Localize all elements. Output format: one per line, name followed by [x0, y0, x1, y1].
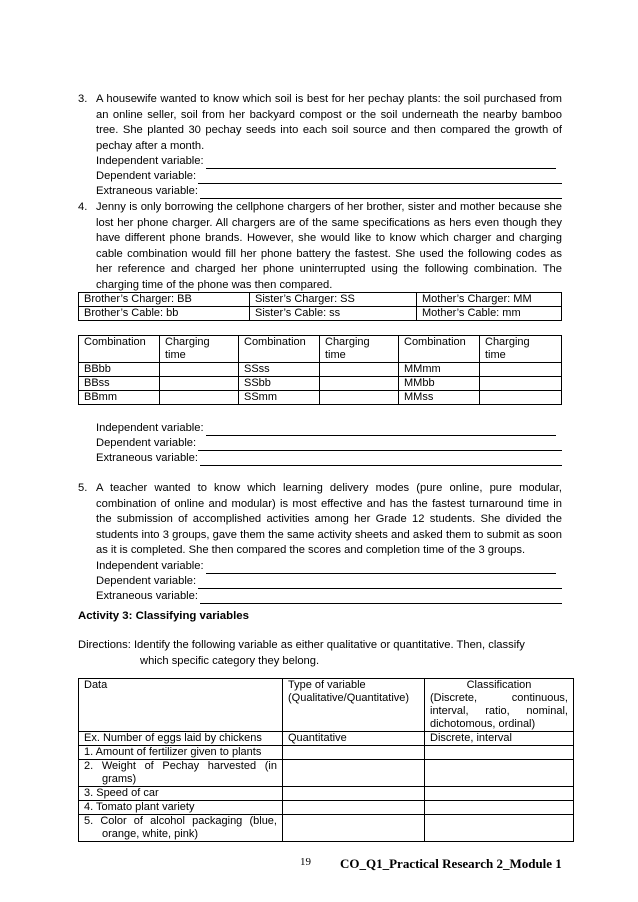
independent-variable-label: Independent variable: [96, 422, 204, 434]
table-cell: Mother’s Charger: MM [417, 293, 562, 307]
independent-variable-line[interactable] [96, 559, 562, 574]
dependent-variable-line[interactable] [96, 574, 562, 589]
classification-answer-cell[interactable] [425, 760, 574, 787]
charging-time-cell[interactable] [160, 363, 239, 377]
combination-cell: BBbb [79, 363, 160, 377]
dependent-variable-label: Dependent variable: [96, 170, 197, 182]
combination-cell: BBmm [79, 391, 160, 405]
column-header: Combination [399, 336, 480, 363]
charging-time-cell[interactable] [320, 377, 399, 391]
extraneous-variable-label: Extraneous variable: [96, 452, 198, 464]
independent-variable-label: Independent variable: [96, 155, 204, 167]
question-number: 5. [78, 482, 88, 494]
activity-directions [78, 637, 562, 669]
activity-title: Activity 3: Classifying variables [78, 610, 249, 622]
data-cell: Ex. Number of eggs laid by chickens [79, 732, 283, 746]
table-row [79, 787, 574, 801]
column-header-classification: Classification (Discrete, continuous, interval, ratio, nominal, dichotomous, ordinal) [425, 679, 574, 732]
independent-variable-label: Independent variable: [96, 559, 204, 572]
table-row [79, 815, 574, 842]
combination-cell: SSss [239, 363, 320, 377]
table-cell: Sister’s Charger: SS [250, 293, 417, 307]
table-row [79, 391, 562, 405]
type-answer-cell[interactable] [283, 815, 425, 842]
table-header-row [79, 679, 574, 732]
table-row [79, 760, 574, 787]
table-row [79, 801, 574, 815]
table-row [79, 377, 562, 391]
type-answer-cell[interactable] [283, 801, 425, 815]
extraneous-variable-line[interactable] [96, 451, 562, 466]
column-header: Charging time [480, 336, 562, 363]
column-header: Combination [239, 336, 320, 363]
question-5 [78, 481, 562, 604]
extraneous-variable-line[interactable] [96, 589, 562, 604]
column-header: Charging time [160, 336, 239, 363]
column-header-data: Data [79, 679, 283, 732]
table-cell: Brother’s Cable: bb [79, 307, 250, 321]
charger-codes-table [78, 292, 562, 321]
table-row [79, 293, 562, 307]
charging-time-cell[interactable] [480, 391, 562, 405]
data-cell: 3. Speed of car [79, 787, 283, 801]
classification-table [78, 678, 574, 842]
page-number: 19 [300, 856, 311, 868]
table-header-row [79, 336, 562, 363]
data-cell: 2. Weight of Pechay harvested (in grams) [79, 760, 283, 787]
charging-time-cell[interactable] [480, 377, 562, 391]
column-header: Charging time [320, 336, 399, 363]
dependent-variable-label: Dependent variable: [96, 574, 197, 587]
combination-cell: MMss [399, 391, 480, 405]
classification-answer-cell[interactable] [425, 787, 574, 801]
dependent-variable-label: Dependent variable: [96, 437, 197, 449]
table-cell: Brother’s Charger: BB [79, 293, 250, 307]
directions-line: which specific category they belong. [140, 655, 320, 667]
type-answer-cell[interactable] [283, 746, 425, 760]
type-cell: Quantitative [283, 732, 425, 746]
extraneous-variable-line[interactable] [96, 184, 562, 199]
table-row [79, 746, 574, 760]
question-number: 4. [78, 201, 88, 213]
combination-cell: MMmm [399, 363, 480, 377]
type-answer-cell[interactable] [283, 787, 425, 801]
independent-variable-line[interactable] [96, 154, 562, 169]
charging-time-cell[interactable] [320, 363, 399, 377]
data-cell: 4. Tomato plant variety [79, 801, 283, 815]
table-row [79, 307, 562, 321]
question-4 [78, 200, 562, 293]
combination-cell: SSbb [239, 377, 320, 391]
dependent-variable-line[interactable] [96, 436, 562, 451]
classification-answer-cell[interactable] [425, 815, 574, 842]
charging-time-cell[interactable] [320, 391, 399, 405]
question-text: A housewife wanted to know which soil is best for her pechay plants: the soil purchased from an online seller, soil from her backyard compost or the soil underneath the nearby bamboo tree. She planted 30 pechay seeds into each soil source and then compared the growth of pechay after a month. [96, 93, 562, 152]
column-header-type: Type of variable (Qualitative/Quantitative) [283, 679, 425, 732]
charging-time-cell[interactable] [480, 363, 562, 377]
combination-cell: MMbb [399, 377, 480, 391]
directions-line: Directions: Identify the following variable as either qualitative or quantitative. Then, classify [78, 639, 525, 651]
classification-answer-cell[interactable] [425, 801, 574, 815]
extraneous-variable-label: Extraneous variable: [96, 185, 198, 197]
combination-cell: BBss [79, 377, 160, 391]
question-3 [78, 92, 562, 199]
type-answer-cell[interactable] [283, 760, 425, 787]
table-row [79, 363, 562, 377]
data-cell: 1. Amount of fertilizer given to plants [79, 746, 283, 760]
table-cell: Sister’s Cable: ss [250, 307, 417, 321]
charging-time-cell[interactable] [160, 377, 239, 391]
question-number: 3. [78, 93, 88, 105]
independent-variable-line[interactable] [96, 421, 562, 436]
classification-cell: Discrete, interval [425, 732, 574, 746]
dependent-variable-line[interactable] [96, 169, 562, 184]
question-text: Jenny is only borrowing the cellphone chargers of her brother, sister and mother because she lost her phone charger. All chargers are of the same specifications as hers even though they have different phone brands. However, she would like to know which charger and charging cable combination would fill her phone battery the fastest. She used the following codes as her reference and charged her phone uninterrupted using the following combination. The charging time of the phone was then compared. [96, 201, 562, 291]
question-4-variables [78, 421, 562, 466]
classification-answer-cell[interactable] [425, 746, 574, 760]
charging-time-cell[interactable] [160, 391, 239, 405]
question-text: A teacher wanted to know which learning delivery modes (pure online, pure modular, combination of online and modular) is most effective and has the fastest turnaround time in the submission of accomplished activities among her Grade 12 students. She divided the students into 3 groups, gave them the same activity sheets and asked them to submit as soon as it is completed. She then compared the scores and completion time of the 3 groups. [96, 482, 562, 556]
combination-table [78, 335, 562, 405]
combination-cell: SSmm [239, 391, 320, 405]
module-label: CO_Q1_Practical Research 2_Module 1 [340, 856, 562, 871]
extraneous-variable-label: Extraneous variable: [96, 589, 198, 602]
table-row-example [79, 732, 574, 746]
data-cell: 5. Color of alcohol packaging (blue, orange, white, pink) [79, 815, 283, 842]
column-header: Combination [79, 336, 160, 363]
table-cell: Mother’s Cable: mm [417, 307, 562, 321]
